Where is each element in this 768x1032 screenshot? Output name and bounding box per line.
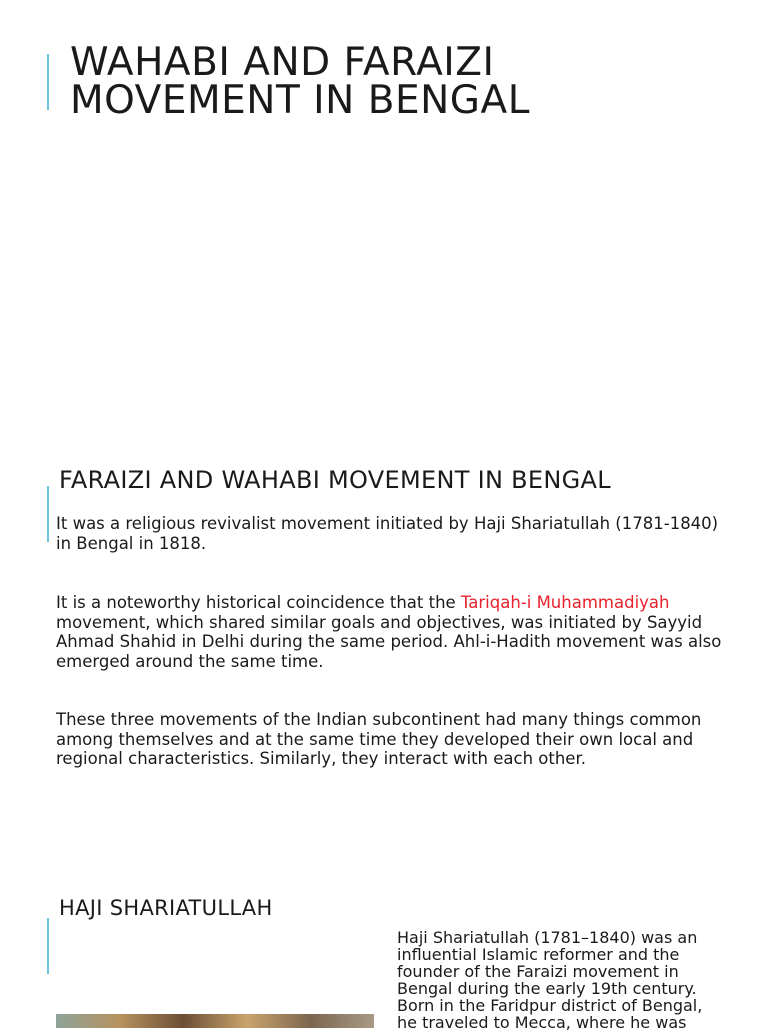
paragraph-coincidence (56, 593, 736, 671)
slide-title-line2: MOVEMENT IN BENGAL (70, 78, 530, 123)
title-accent-bar (47, 54, 49, 110)
paragraph-three-movements: These three movements of the Indian subcontinent had many things common among themselves and at the same time they developed their own local and regional characteristics. Similarly, they interact with each other. (56, 710, 702, 768)
subsection-accent-bar (47, 918, 49, 974)
paragraph-intro: It was a religious revivalist movement initiated by Haji Shariatullah (1781-1840) in Bengal in 1818. (56, 514, 719, 553)
biography-text: Haji Shariatullah (1781–1840) was an influential Islamic reformer and the founder of the Faraizi movement in Bengal during the early 19th century. Born in the Faridpur district of Bengal, he traveled to Mecca, where he was (397, 928, 703, 1032)
slide-title-line1: WAHABI AND FARAIZI (70, 40, 495, 85)
slide-title (70, 40, 530, 123)
paragraph-coincidence-rest: movement, which shared similar goals and objectives, was initiated by Sayyid Ahmad Shahid in Delhi during the same period. Ahl-i-Hadith movement was also emerged around the same time. (56, 612, 722, 671)
portrait-image (56, 1014, 374, 1028)
section-title: FARAIZI AND WAHABI MOVEMENT IN BENGAL (59, 466, 611, 494)
subsection-title: HAJI SHARIATULLAH (59, 896, 273, 920)
highlight-tariqah: Tariqah-i Muhammadiyah (460, 593, 670, 612)
paragraph-coincidence-lead: It is a noteworthy historical coincidence that the (56, 593, 461, 612)
section-accent-bar (47, 486, 49, 542)
